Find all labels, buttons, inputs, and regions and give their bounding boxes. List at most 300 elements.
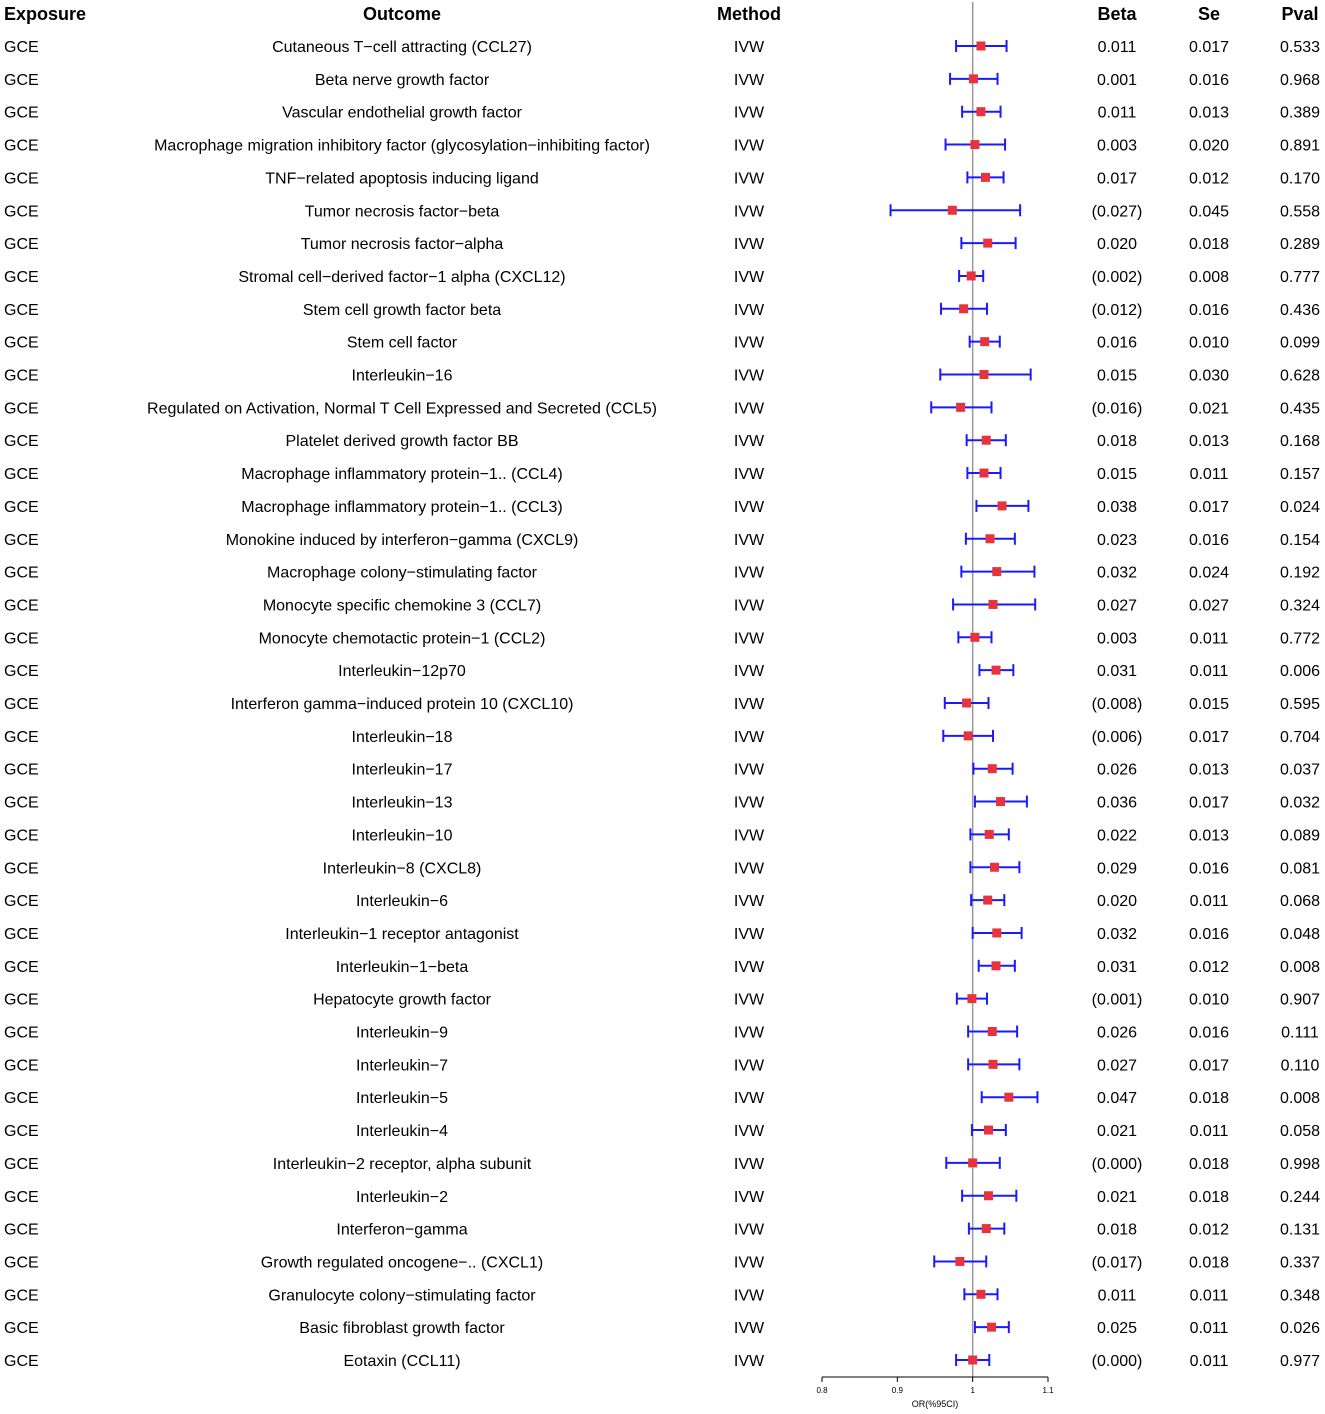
exposure-cell: GCE: [4, 1353, 39, 1370]
method-cell: IVW: [733, 498, 765, 516]
method-cell: IVW: [733, 696, 765, 713]
point-estimate: [987, 1323, 996, 1332]
pval-cell: 0.008: [1279, 1090, 1321, 1108]
table-row: [4, 499, 1320, 516]
exposure-cell: GCE: [4, 761, 39, 779]
header-se: Se: [1197, 4, 1221, 24]
beta-cell: 0.026: [1096, 761, 1138, 779]
se-cell: 0.010: [1188, 991, 1230, 1009]
se-cell: 0.013: [1188, 827, 1230, 845]
point-estimate: [1004, 1093, 1013, 1102]
point-estimate: [988, 1027, 997, 1036]
outcome-cell: Tumor necrosis factor−alpha: [300, 236, 504, 254]
beta-cell: 0.020: [1096, 893, 1138, 911]
beta-cell: 0.018: [1096, 1221, 1138, 1239]
se-cell: 0.013: [1188, 761, 1230, 779]
point-estimate: [976, 107, 985, 116]
pval-cell: 0.157: [1279, 466, 1321, 484]
method-cell: IVW: [733, 1188, 765, 1206]
se-cell: 0.016: [1188, 1024, 1230, 1042]
pval-cell: 0.435: [1279, 400, 1321, 418]
method-cell: IVW: [733, 827, 765, 845]
exposure-cell: GCE: [4, 268, 39, 286]
table-row: [4, 565, 1320, 582]
outcome-cell: Interleukin−12p70: [338, 663, 466, 681]
point-estimate: [989, 600, 998, 609]
x-tick-label: 0.9: [891, 1386, 903, 1395]
method-cell: IVW: [733, 630, 765, 648]
beta-cell: 0.026: [1096, 1024, 1138, 1042]
se-cell: 0.017: [1188, 794, 1230, 812]
exposure-cell: GCE: [4, 1287, 39, 1305]
outcome-cell: Interleukin−16: [351, 367, 453, 385]
table-row: [4, 269, 1320, 286]
outcome-cell: Interleukin−9: [355, 1024, 449, 1042]
se-cell: 0.017: [1188, 39, 1230, 56]
point-estimate: [992, 961, 1001, 970]
outcome-cell: Macrophage migration inhibitory factor (glycosylation−inhibiting factor): [154, 137, 650, 155]
method-cell: IVW: [733, 1320, 765, 1338]
pval-cell: 0.348: [1279, 1287, 1321, 1305]
pval-cell: 0.058: [1279, 1123, 1321, 1141]
beta-cell: 0.036: [1096, 794, 1138, 812]
table-row: [4, 827, 1320, 844]
point-estimate: [967, 271, 976, 280]
table-row: [4, 335, 1320, 352]
beta-cell: 0.025: [1096, 1320, 1138, 1338]
exposure-cell: GCE: [4, 203, 39, 221]
method-cell: IVW: [733, 794, 765, 812]
outcome-cell: Platelet derived growth factor BB: [285, 433, 519, 451]
point-estimate: [988, 764, 997, 773]
se-cell: 0.011: [1189, 893, 1229, 911]
table-row: [4, 39, 1320, 56]
table-row: [4, 893, 1320, 910]
method-cell: IVW: [733, 925, 765, 943]
method-cell: IVW: [733, 433, 765, 451]
header-method: Method: [717, 4, 781, 24]
exposure-cell: GCE: [4, 663, 39, 681]
point-estimate: [980, 337, 989, 346]
pval-cell: 0.048: [1279, 925, 1321, 943]
point-estimate: [984, 1191, 993, 1200]
outcome-cell: Vascular endothelial growth factor: [282, 104, 522, 122]
beta-cell: 0.020: [1096, 236, 1138, 254]
method-cell: IVW: [733, 991, 765, 1009]
point-estimate: [968, 1356, 977, 1365]
outcome-cell: Cutaneous T−cell attracting (CCL27): [272, 39, 532, 56]
point-estimate: [970, 140, 979, 149]
beta-cell: 0.017: [1096, 170, 1138, 188]
se-cell: 0.020: [1188, 137, 1230, 155]
pval-cell: 0.154: [1279, 531, 1321, 549]
se-cell: 0.016: [1188, 301, 1230, 319]
se-cell: 0.011: [1189, 663, 1229, 681]
exposure-cell: GCE: [4, 991, 39, 1009]
exposure-cell: GCE: [4, 1057, 39, 1075]
se-cell: 0.013: [1188, 104, 1230, 122]
exposure-cell: GCE: [4, 39, 39, 56]
beta-cell: 0.011: [1097, 1287, 1137, 1305]
method-cell: IVW: [733, 1123, 765, 1141]
outcome-cell: Monocyte chemotactic protein−1 (CCL2): [258, 630, 546, 648]
exposure-cell: GCE: [4, 794, 39, 812]
exposure-cell: GCE: [4, 433, 39, 451]
point-estimate: [992, 666, 1001, 675]
point-estimate: [983, 239, 992, 248]
method-cell: IVW: [733, 1155, 765, 1173]
exposure-cell: GCE: [4, 334, 39, 352]
beta-cell: 0.031: [1096, 958, 1138, 976]
outcome-cell: Interferon−gamma: [336, 1221, 468, 1239]
se-cell: 0.012: [1188, 1221, 1230, 1239]
exposure-cell: GCE: [4, 630, 39, 648]
table-row: [4, 729, 1320, 746]
beta-cell: 0.003: [1096, 137, 1138, 155]
outcome-cell: Interleukin−8 (CXCL8): [322, 860, 482, 878]
outcome-cell: Interleukin−7: [355, 1057, 449, 1075]
exposure-cell: GCE: [4, 564, 39, 582]
point-estimate: [984, 1126, 993, 1135]
pval-cell: 0.006: [1279, 663, 1321, 681]
x-tick-label: 1: [970, 1386, 975, 1395]
method-cell: IVW: [733, 104, 765, 122]
beta-cell: 0.003: [1096, 630, 1138, 648]
table-row: [4, 762, 1320, 779]
column-headers: [4, 4, 1319, 24]
point-estimate: [964, 731, 973, 740]
outcome-cell: Stromal cell−derived factor−1 alpha (CXCL12): [238, 268, 566, 286]
point-estimate: [982, 1224, 991, 1233]
se-cell: 0.016: [1188, 531, 1230, 549]
exposure-cell: GCE: [4, 1254, 39, 1272]
exposure-cell: GCE: [4, 860, 39, 878]
exposure-cell: GCE: [4, 466, 39, 484]
se-cell: 0.045: [1188, 203, 1230, 221]
outcome-cell: Monocyte specific chemokine 3 (CCL7): [262, 597, 542, 615]
table-row: [4, 1189, 1320, 1206]
beta-cell: 0.023: [1096, 531, 1138, 549]
beta-cell: (0.016): [1091, 400, 1143, 418]
outcome-cell: Macrophage inflammatory protein−1.. (CCL4): [241, 466, 563, 484]
method-cell: IVW: [733, 597, 765, 615]
outcome-cell: Macrophage colony−stimulating factor: [267, 564, 537, 582]
point-estimate: [968, 1158, 977, 1167]
pval-cell: 0.244: [1279, 1188, 1321, 1206]
beta-cell: (0.000): [1091, 1353, 1143, 1370]
table-row: [4, 138, 1320, 155]
method-cell: IVW: [733, 137, 765, 155]
header-outcome: Outcome: [362, 4, 442, 24]
beta-cell: 0.022: [1096, 827, 1138, 845]
beta-cell: (0.017): [1091, 1254, 1143, 1272]
se-cell: 0.011: [1189, 1123, 1229, 1141]
se-cell: 0.016: [1188, 860, 1230, 878]
outcome-cell: Basic fibroblast growth factor: [299, 1320, 505, 1338]
method-cell: IVW: [733, 663, 765, 681]
se-cell: 0.018: [1188, 1188, 1230, 1206]
beta-cell: 0.016: [1096, 334, 1138, 352]
point-estimate: [962, 699, 971, 708]
pval-cell: 0.704: [1279, 728, 1321, 746]
exposure-cell: GCE: [4, 893, 39, 911]
point-estimate: [956, 403, 965, 412]
se-cell: 0.011: [1189, 1353, 1229, 1370]
beta-cell: 0.018: [1096, 433, 1138, 451]
exposure-cell: GCE: [4, 400, 39, 418]
pval-cell: 0.089: [1279, 827, 1321, 845]
x-axis: [816, 1377, 1054, 1409]
pval-cell: 0.998: [1279, 1155, 1321, 1173]
method-cell: IVW: [733, 170, 765, 188]
outcome-cell: Stem cell growth factor beta: [302, 301, 502, 319]
pval-cell: 0.907: [1279, 991, 1321, 1009]
point-estimate: [976, 42, 985, 51]
exposure-cell: GCE: [4, 367, 39, 385]
table-row: [4, 203, 1320, 220]
beta-cell: 0.027: [1096, 1057, 1138, 1075]
table-row: [4, 696, 1320, 713]
outcome-cell: Macrophage inflammatory protein−1.. (CCL3): [241, 498, 563, 516]
point-estimate: [981, 173, 990, 182]
pval-cell: 0.533: [1279, 39, 1321, 56]
method-cell: IVW: [733, 1353, 765, 1370]
se-cell: 0.017: [1188, 728, 1230, 746]
table-row: [4, 105, 1320, 122]
exposure-cell: GCE: [4, 531, 39, 549]
point-estimate: [992, 567, 1001, 576]
outcome-cell: Interleukin−6: [355, 893, 449, 911]
outcome-cell: Interleukin−5: [355, 1090, 449, 1108]
outcome-cell: TNF−related apoptosis inducing ligand: [265, 170, 539, 188]
method-cell: IVW: [733, 367, 765, 385]
se-cell: 0.021: [1188, 400, 1230, 418]
pval-cell: 0.099: [1279, 334, 1321, 352]
method-cell: IVW: [733, 71, 765, 89]
se-cell: 0.024: [1188, 564, 1230, 582]
point-estimate: [992, 928, 1001, 937]
exposure-cell: GCE: [4, 827, 39, 845]
se-cell: 0.017: [1188, 1057, 1230, 1075]
table-row: [4, 1353, 1320, 1370]
pval-cell: 0.977: [1279, 1353, 1321, 1370]
point-estimate: [989, 1060, 998, 1069]
point-estimate: [990, 863, 999, 872]
method-cell: IVW: [733, 1057, 765, 1075]
se-cell: 0.012: [1188, 958, 1230, 976]
table-row: [4, 368, 1320, 385]
beta-cell: 0.021: [1096, 1123, 1138, 1141]
se-cell: 0.010: [1188, 334, 1230, 352]
table-row: [4, 1156, 1320, 1173]
outcome-cell: Beta nerve growth factor: [314, 71, 490, 89]
method-cell: IVW: [733, 893, 765, 911]
pval-cell: 0.111: [1281, 1024, 1319, 1042]
table-row: [4, 400, 1320, 417]
pval-cell: 0.037: [1279, 761, 1321, 779]
method-cell: IVW: [733, 860, 765, 878]
table-row: [4, 630, 1320, 647]
table-row: [4, 532, 1320, 549]
method-cell: IVW: [733, 268, 765, 286]
table-row: [4, 795, 1320, 812]
pval-cell: 0.131: [1279, 1221, 1321, 1239]
se-cell: 0.030: [1188, 367, 1230, 385]
pval-cell: 0.628: [1279, 367, 1321, 385]
se-cell: 0.016: [1188, 71, 1230, 89]
point-estimate: [985, 534, 994, 543]
outcome-cell: Interleukin−10: [351, 827, 453, 845]
point-estimate: [976, 1290, 985, 1299]
exposure-cell: GCE: [4, 170, 39, 188]
pval-cell: 0.024: [1279, 498, 1321, 516]
beta-cell: (0.027): [1091, 203, 1143, 221]
se-cell: 0.017: [1188, 498, 1230, 516]
x-tick-label: 1.1: [1042, 1386, 1054, 1395]
table-row: [4, 302, 1320, 319]
exposure-cell: GCE: [4, 1320, 39, 1338]
method-cell: IVW: [733, 1254, 765, 1272]
beta-cell: 0.001: [1096, 71, 1138, 89]
se-cell: 0.011: [1189, 1320, 1229, 1338]
table-row: [4, 926, 1320, 943]
se-cell: 0.011: [1189, 630, 1229, 648]
method-cell: IVW: [733, 761, 765, 779]
outcome-cell: Interleukin−18: [351, 728, 453, 746]
beta-cell: 0.032: [1096, 564, 1138, 582]
exposure-cell: GCE: [4, 1123, 39, 1141]
beta-cell: (0.000): [1091, 1155, 1143, 1173]
se-cell: 0.011: [1189, 1287, 1229, 1305]
pval-cell: 0.168: [1279, 433, 1321, 451]
method-cell: IVW: [733, 301, 765, 319]
outcome-cell: Interleukin−2 receptor, alpha subunit: [272, 1155, 532, 1173]
pval-cell: 0.595: [1279, 696, 1321, 713]
table-row: [4, 170, 1320, 187]
pval-cell: 0.558: [1279, 203, 1321, 221]
exposure-cell: GCE: [4, 1188, 39, 1206]
exposure-cell: GCE: [4, 1090, 39, 1108]
method-cell: IVW: [733, 400, 765, 418]
se-cell: 0.018: [1188, 1090, 1230, 1108]
point-estimate: [970, 633, 979, 642]
table-row: [4, 433, 1320, 450]
table-row: [4, 597, 1320, 614]
point-estimate: [979, 469, 988, 478]
outcome-cell: Interleukin−1 receptor antagonist: [285, 925, 519, 943]
pval-cell: 0.032: [1279, 794, 1321, 812]
x-tick-label: 0.8: [816, 1386, 828, 1395]
beta-cell: 0.015: [1096, 466, 1138, 484]
beta-cell: 0.032: [1096, 925, 1138, 943]
exposure-cell: GCE: [4, 1155, 39, 1173]
pval-cell: 0.026: [1279, 1320, 1321, 1338]
table-row: [4, 1025, 1319, 1042]
beta-cell: (0.006): [1091, 728, 1143, 746]
pval-cell: 0.436: [1279, 301, 1321, 319]
point-estimate: [967, 994, 976, 1003]
pval-cell: 0.192: [1279, 564, 1321, 582]
point-estimate: [979, 370, 988, 379]
pval-cell: 0.289: [1279, 236, 1321, 254]
method-cell: IVW: [733, 1024, 765, 1042]
method-cell: IVW: [733, 1090, 765, 1108]
table-row: [4, 860, 1320, 877]
outcome-cell: Eotaxin (CCL11): [343, 1353, 461, 1370]
se-cell: 0.027: [1188, 597, 1230, 615]
se-cell: 0.016: [1188, 925, 1230, 943]
point-estimate: [959, 304, 968, 313]
se-cell: 0.012: [1188, 170, 1230, 188]
outcome-cell: Interleukin−2: [355, 1188, 449, 1206]
beta-cell: 0.031: [1096, 663, 1138, 681]
pval-cell: 0.772: [1279, 630, 1321, 648]
pval-cell: 0.008: [1279, 958, 1321, 976]
method-cell: IVW: [733, 334, 765, 352]
beta-cell: 0.021: [1096, 1188, 1138, 1206]
beta-cell: (0.012): [1091, 301, 1143, 319]
point-estimate: [969, 74, 978, 83]
beta-cell: (0.008): [1091, 696, 1143, 713]
beta-cell: (0.002): [1091, 268, 1143, 286]
table-row: [4, 1090, 1320, 1107]
point-estimate: [982, 436, 991, 445]
method-cell: IVW: [733, 1287, 765, 1305]
table-row: [4, 663, 1320, 680]
outcome-cell: Monokine induced by interferon−gamma (CXCL9): [225, 531, 579, 549]
outcome-cell: Interleukin−1−beta: [335, 958, 469, 976]
method-cell: IVW: [733, 466, 765, 484]
x-axis-ticks: [816, 1377, 1054, 1395]
outcome-cell: Hepatocyte growth factor: [313, 991, 491, 1009]
pval-cell: 0.081: [1279, 860, 1321, 878]
exposure-cell: GCE: [4, 1221, 39, 1239]
exposure-cell: GCE: [4, 925, 39, 943]
method-cell: IVW: [733, 958, 765, 976]
pval-cell: 0.170: [1279, 170, 1321, 188]
outcome-cell: Interleukin−17: [351, 761, 453, 779]
exposure-cell: GCE: [4, 71, 39, 89]
method-cell: IVW: [733, 1221, 765, 1239]
point-estimate: [985, 830, 994, 839]
beta-cell: 0.011: [1097, 104, 1137, 122]
pval-cell: 0.968: [1279, 71, 1321, 89]
exposure-cell: GCE: [4, 236, 39, 254]
exposure-cell: GCE: [4, 498, 39, 516]
table-row: [4, 1254, 1320, 1271]
beta-cell: (0.001): [1091, 991, 1143, 1009]
table-row: [4, 72, 1320, 89]
table-row: [4, 1320, 1320, 1337]
beta-cell: 0.038: [1096, 498, 1138, 516]
table-row: [4, 466, 1320, 483]
header-beta: Beta: [1097, 4, 1137, 24]
se-cell: 0.008: [1188, 268, 1230, 286]
exposure-cell: GCE: [4, 301, 39, 319]
exposure-cell: GCE: [4, 958, 39, 976]
se-cell: 0.018: [1188, 1155, 1230, 1173]
pval-cell: 0.110: [1280, 1057, 1320, 1075]
exposure-cell: GCE: [4, 104, 39, 122]
exposure-cell: GCE: [4, 696, 39, 713]
table-row: [4, 959, 1320, 976]
pval-cell: 0.777: [1279, 268, 1321, 286]
outcome-cell: Stem cell factor: [346, 334, 458, 352]
point-estimate: [983, 896, 992, 905]
exposure-cell: GCE: [4, 1024, 39, 1042]
outcome-cell: Interleukin−4: [355, 1123, 449, 1141]
exposure-cell: GCE: [4, 137, 39, 155]
